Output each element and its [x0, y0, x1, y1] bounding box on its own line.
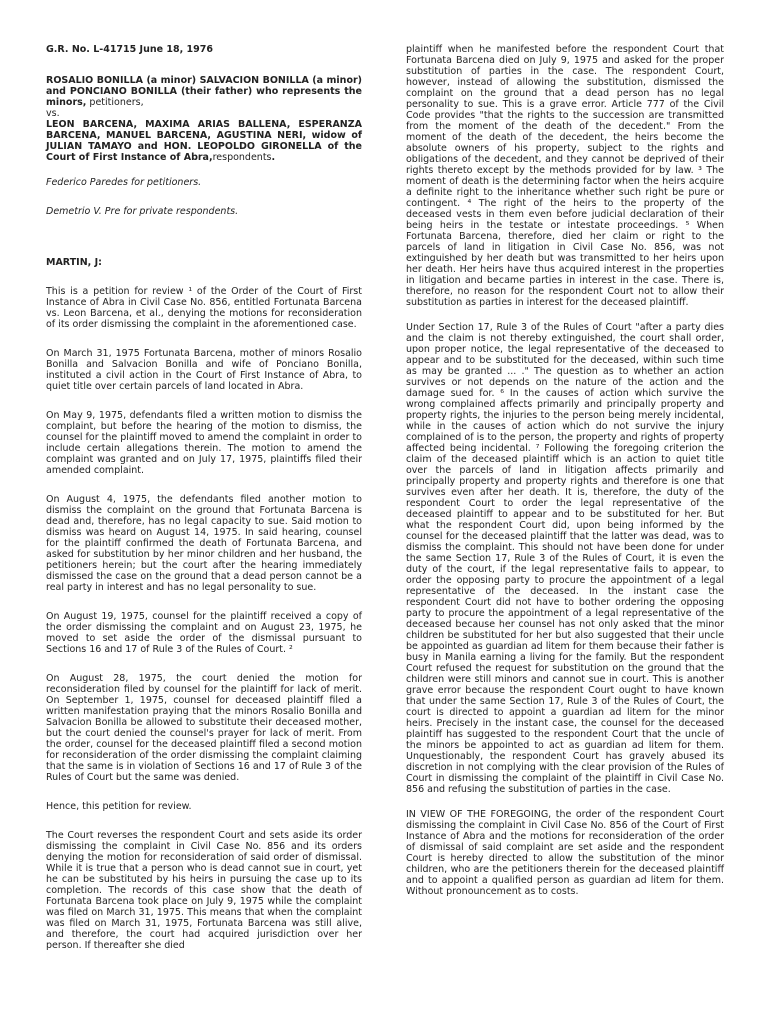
- paragraph: On August 28, 1975, the court denied the motion for reconsideration filed by counsel for the plaintiff for lack of merit. On September 1, 1975, counsel for deceased plaintiff filed a written manifestation praying that the minors Rosalio Bonilla and Salvacion Bonilla be allowed to substitute their deceased mother, but the court denied the counsel's prayer for lack of merit. From the order, counsel for the deceased plaintiff filed a second motion for reconsideration of the order dismissing the complaint claiming that the same is in violation of Sections 16 and 17 of Rule 3 of the Rules of Court but the same was denied.: [46, 673, 362, 783]
- paragraph: Under Section 17, Rule 3 of the Rules of Court "after a party dies and the claim is not thereby extinguished, the court shall order, upon proper notice, the legal representative of the deceased to appear and to be substituted for the deceased, within such time as may be granted ... ." The question as to whether an action survives or not depends on the nature of the action and the damage sued for. ⁶ In the causes of action which survive the wrong complained affects primarily and principally property and property rights, the injuries to the person being merely incidental, while in the causes of action which do not survive the injury complained of is to the person, the property and rights of property affected being incidental. ⁷ Following the foregoing criterion the claim of the deceased plaintiff which is an action to quiet title over the parcels of land in litigation affects primarily and principally property and property rights and therefore is one that survives even after her death. It is, therefore, the duty of the respondent Court to order the legal representative of the deceased plaintiff to appear and to be substituted for her. But what the respondent Court did, upon being informed by the counsel for the deceased plaintiff that the latter was dead, was to dismiss the complaint. This should not have been done for under the same Section 17, Rule 3 of the Rules of Court, it is even the duty of the court, if the legal representative fails to appear, to order the opposing party to procure the appointment of a legal representative of the deceased. In the instant case the respondent Court did not have to bother ordering the opposing party to procure the appointment of a legal representative of the deceased because her counsel has not only asked that the minor children be substituted for her but also suggested that their uncle be appointed as guardian ad litem for them because their father is busy in Manila earning a living for the family. But the respondent Court refused the request for substitution on the ground that the children were still minors and cannot sue in court. This is another grave error because the respondent Court ought to have known that under the same Section 17, Rule 3 of the Rules of Court, the court is directed to appoint a guardian ad litem for the minor heirs. Precisely in the instant case, the counsel for the deceased plaintiff has suggested to the respondent Court that the uncle of the minors be appointed to act as guardian ad litem for them. Unquestionably, the respondent Court has gravely abused its discretion in not complying with the clear provision of the Rules of Court in dismissing the complaint of the plaintiff in Civil Case No. 856 and refusing the substitution of parties in the case.: [406, 322, 724, 795]
- case-title: G.R. No. L-41715 June 18, 1976: [46, 44, 213, 55]
- petitioners-names: ROSALIO BONILLA (a minor) SALVACION BONILLA (a minor) and PONCIANO BONILLA (their father) who represents the minors,: [46, 75, 362, 108]
- versus-label: vs.: [46, 108, 60, 119]
- respondents-role: respondents: [212, 152, 272, 163]
- case-parties: [46, 75, 362, 163]
- paragraph: plaintiff when he manifested before the respondent Court that Fortunata Barcena died on July 9, 1975 and asked for the proper substitution of parties in the case. The respondent Court, however, instead of allowing the substitution, dismissed the complaint on the ground that a dead person has no legal personality to sue. This is a grave error. Article 777 of the Civil Code provides "that the rights to the succession are transmitted from the moment of the death of the decedent." From the moment of the death of the decedent, the heirs become the absolute owners of his property, subject to the rights and obligations of the decedent, and they cannot be deprived of their rights thereto except by the methods provided for by law. ³ The moment of death is the determining factor when the heirs acquire a definite right to the inheritance whether such right be pure or contingent. ⁴ The right of the heirs to the property of the deceased vests in them even before judicial declaration of their being heirs in the testate or intestate proceedings. ⁵ When Fortunata Barcena, therefore, died her claim or right to the parcels of land in litigation in Civil Case No. 856, was not extinguished by her death but was transmitted to her heirs upon her death. Her heirs have thus acquired interest in the properties in litigation and became parties in interest in the case. There is, therefore, no reason for the respondent Court not to allow their substitution as parties in interest for the deceased plaintiff.: [406, 44, 724, 308]
- paragraph: This is a petition for review ¹ of the Order of the Court of First Instance of Abra in Civil Case No. 856, entitled Fortunata Barcena vs. Leon Barcena, et al., denying the motions for reconsideration of its order dismissing the complaint in the aforementioned case.: [46, 286, 362, 330]
- right-column: [406, 44, 724, 911]
- paragraph: On August 4, 1975, the defendants filed another motion to dismiss the complaint on the ground that Fortunata Barcena is dead and, therefore, has no legal capacity to sue. Said motion to dismiss was heard on August 14, 1975. In said hearing, counsel for the plaintiff confirmed the death of Fortunata Barcena, and asked for substitution by her minor children and her husband, the petitioners herein; but the court after the hearing immediately dismissed the case on the ground that a dead person cannot be a real party in interest and has no legal personality to sue.: [46, 494, 362, 593]
- paragraph: On May 9, 1975, defendants filed a written motion to dismiss the complaint, but before the hearing of the motion to dismiss, the counsel for the plaintiff moved to amend the complaint in order to include certain allegations therein. The motion to amend the complaint was granted and on July 17, 1975, plaintiffs filed their amended complaint.: [46, 410, 362, 476]
- paragraph: On August 19, 1975, counsel for the plaintiff received a copy of the order dismissing the complaint and on August 23, 1975, he moved to set aside the order of the dismissal pursuant to Sections 16 and 17 of Rule 3 of the Rules of Court. ²: [46, 611, 362, 655]
- paragraph: On March 31, 1975 Fortunata Barcena, mother of minors Rosalio Bonilla and Salvacion Bonilla and wife of Ponciano Bonilla, instituted a civil action in the Court of First Instance of Abra, to quiet title over certain parcels of land located in Abra.: [46, 348, 362, 392]
- left-column: [46, 44, 362, 969]
- paragraph: IN VIEW OF THE FOREGOING, the order of the respondent Court dismissing the complaint in Civil Case No. 856 of the Court of First Instance of Abra and the motions for reconsideration of the order of dismissal of said complaint are set aside and the respondent Court is hereby directed to allow the substitution of the minor children, who are the petitioners therein for the deceased plaintiff and to appoint a qualified person as guardian ad litem for them. Without pronouncement as to costs.: [406, 809, 724, 897]
- respondents-names: LEON BARCENA, MAXIMA ARIAS BALLENA, ESPERANZA BARCENA, MANUEL BARCENA, AGUSTINA NERI, widow of JULIAN TAMAYO and HON. LEOPOLDO GIRONELLA of the Court of First Instance of Abra,: [46, 119, 362, 163]
- paragraph: The Court reverses the respondent Court and sets aside its order dismissing the complaint in Civil Case No. 856 and its orders denying the motion for reconsideration of said order of dismissal. While it is true that a person who is dead cannot sue in court, yet he can be substituted by his heirs in pursuing the case up to its completion. The records of this case show that the death of Fortunata Barcena took place on July 9, 1975 while the complaint was filed on March 31, 1975. This means that when the complaint was filed on March 31, 1975, Fortunata Barcena was still alive, and therefore, the court had acquired jurisdiction over her person. If thereafter she died: [46, 830, 362, 951]
- respondents-end: .: [271, 152, 276, 163]
- ponente: MARTIN, J:: [46, 257, 102, 268]
- paragraph: Hence, this petition for review.: [46, 801, 192, 812]
- petitioners-role: petitioners,: [86, 97, 144, 108]
- counsel-petitioners: Federico Paredes for petitioners.: [46, 177, 202, 188]
- counsel-respondents: Demetrio V. Pre for private respondents.: [46, 206, 239, 217]
